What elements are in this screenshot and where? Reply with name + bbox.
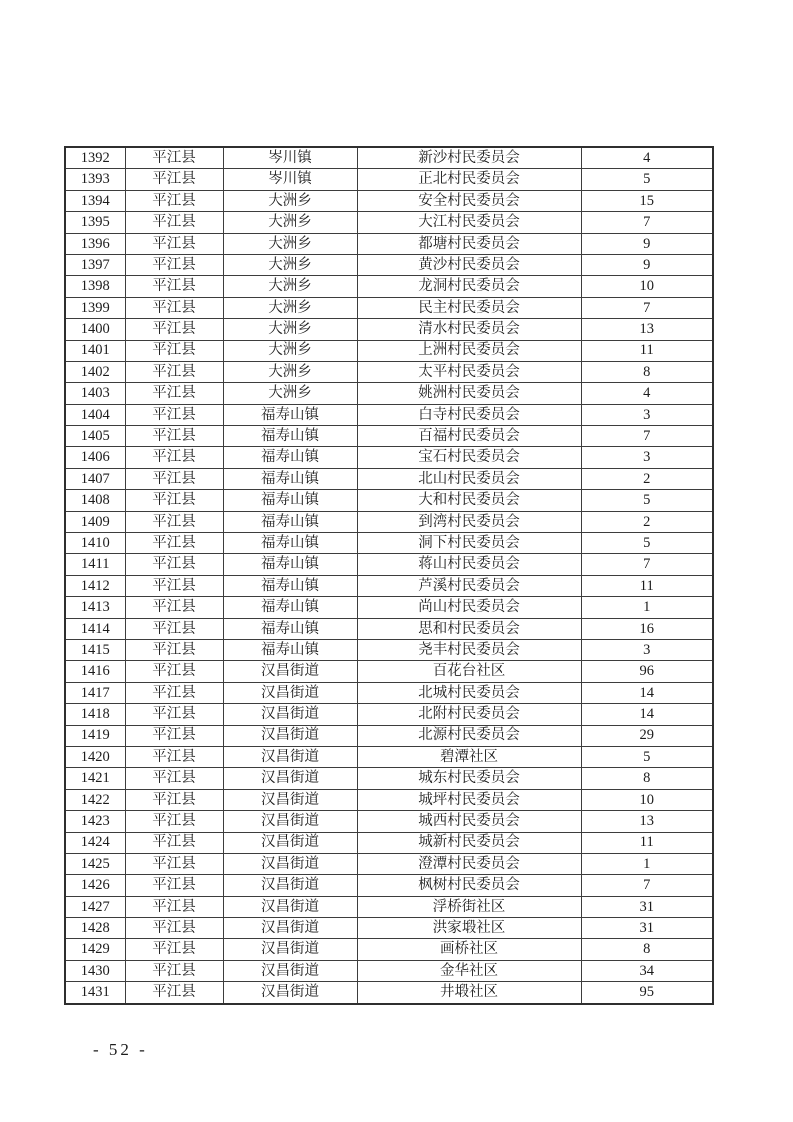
cell-town: 汉昌街道 xyxy=(223,896,357,917)
cell-town: 大洲乡 xyxy=(223,383,357,404)
cell-row-number: 1431 xyxy=(65,982,125,1004)
cell-town: 福寿山镇 xyxy=(223,554,357,575)
cell-count: 7 xyxy=(581,554,713,575)
table-row xyxy=(65,233,713,254)
cell-county: 平江县 xyxy=(125,918,223,939)
cell-county: 平江县 xyxy=(125,511,223,532)
cell-row-number: 1398 xyxy=(65,276,125,297)
cell-count: 31 xyxy=(581,896,713,917)
cell-county: 平江县 xyxy=(125,533,223,554)
cell-organization: 上洲村民委员会 xyxy=(357,340,581,361)
cell-row-number: 1393 xyxy=(65,169,125,190)
cell-count: 5 xyxy=(581,533,713,554)
cell-count: 31 xyxy=(581,918,713,939)
cell-organization: 尧丰村民委员会 xyxy=(357,639,581,660)
table-row xyxy=(65,426,713,447)
cell-county: 平江县 xyxy=(125,361,223,382)
cell-row-number: 1430 xyxy=(65,960,125,981)
cell-town: 大洲乡 xyxy=(223,190,357,211)
cell-town: 大洲乡 xyxy=(223,233,357,254)
cell-organization: 城西村民委员会 xyxy=(357,811,581,832)
cell-row-number: 1402 xyxy=(65,361,125,382)
cell-town: 大洲乡 xyxy=(223,276,357,297)
cell-row-number: 1407 xyxy=(65,468,125,489)
table-row xyxy=(65,447,713,468)
cell-county: 平江县 xyxy=(125,896,223,917)
table-row xyxy=(65,147,713,169)
cell-county: 平江县 xyxy=(125,254,223,275)
cell-organization: 金华社区 xyxy=(357,960,581,981)
cell-town: 汉昌街道 xyxy=(223,811,357,832)
cell-county: 平江县 xyxy=(125,468,223,489)
table-row xyxy=(65,618,713,639)
cell-organization: 蒋山村民委员会 xyxy=(357,554,581,575)
cell-row-number: 1406 xyxy=(65,447,125,468)
cell-count: 16 xyxy=(581,618,713,639)
cell-row-number: 1392 xyxy=(65,147,125,169)
table-row xyxy=(65,768,713,789)
cell-count: 5 xyxy=(581,490,713,511)
cell-organization: 到湾村民委员会 xyxy=(357,511,581,532)
cell-row-number: 1411 xyxy=(65,554,125,575)
cell-row-number: 1427 xyxy=(65,896,125,917)
cell-count: 5 xyxy=(581,169,713,190)
cell-row-number: 1415 xyxy=(65,639,125,660)
cell-organization: 正北村民委员会 xyxy=(357,169,581,190)
cell-count: 13 xyxy=(581,319,713,340)
cell-count: 15 xyxy=(581,190,713,211)
cell-town: 汉昌街道 xyxy=(223,832,357,853)
cell-organization: 城坪村民委员会 xyxy=(357,789,581,810)
cell-organization: 北源村民委员会 xyxy=(357,725,581,746)
cell-organization: 浮桥街社区 xyxy=(357,896,581,917)
table-row xyxy=(65,361,713,382)
table-row xyxy=(65,725,713,746)
cell-row-number: 1419 xyxy=(65,725,125,746)
cell-count: 7 xyxy=(581,297,713,318)
cell-county: 平江县 xyxy=(125,768,223,789)
table-row xyxy=(65,832,713,853)
cell-count: 3 xyxy=(581,404,713,425)
cell-county: 平江县 xyxy=(125,725,223,746)
cell-count: 8 xyxy=(581,768,713,789)
cell-count: 34 xyxy=(581,960,713,981)
cell-town: 汉昌街道 xyxy=(223,960,357,981)
cell-organization: 洞下村民委员会 xyxy=(357,533,581,554)
cell-county: 平江县 xyxy=(125,811,223,832)
cell-county: 平江县 xyxy=(125,233,223,254)
cell-town: 福寿山镇 xyxy=(223,639,357,660)
cell-count: 7 xyxy=(581,212,713,233)
cell-count: 11 xyxy=(581,340,713,361)
cell-row-number: 1399 xyxy=(65,297,125,318)
table-row xyxy=(65,811,713,832)
table-row xyxy=(65,789,713,810)
cell-county: 平江县 xyxy=(125,404,223,425)
cell-town: 福寿山镇 xyxy=(223,511,357,532)
cell-county: 平江县 xyxy=(125,169,223,190)
cell-town: 汉昌街道 xyxy=(223,661,357,682)
table-row xyxy=(65,597,713,618)
table-body xyxy=(65,147,713,1004)
cell-row-number: 1410 xyxy=(65,533,125,554)
cell-county: 平江县 xyxy=(125,426,223,447)
cell-organization: 百福村民委员会 xyxy=(357,426,581,447)
table-row xyxy=(65,169,713,190)
cell-town: 福寿山镇 xyxy=(223,618,357,639)
cell-organization: 洪家塅社区 xyxy=(357,918,581,939)
table-row xyxy=(65,939,713,960)
cell-count: 13 xyxy=(581,811,713,832)
cell-county: 平江县 xyxy=(125,618,223,639)
table-row xyxy=(65,982,713,1004)
cell-count: 95 xyxy=(581,982,713,1004)
cell-count: 2 xyxy=(581,468,713,489)
cell-town: 汉昌街道 xyxy=(223,982,357,1004)
cell-count: 14 xyxy=(581,682,713,703)
cell-organization: 都塘村民委员会 xyxy=(357,233,581,254)
cell-row-number: 1397 xyxy=(65,254,125,275)
cell-town: 汉昌街道 xyxy=(223,746,357,767)
cell-organization: 芦溪村民委员会 xyxy=(357,575,581,596)
cell-row-number: 1414 xyxy=(65,618,125,639)
cell-organization: 北附村民委员会 xyxy=(357,704,581,725)
cell-row-number: 1422 xyxy=(65,789,125,810)
cell-organization: 北城村民委员会 xyxy=(357,682,581,703)
cell-town: 岑川镇 xyxy=(223,147,357,169)
cell-town: 大洲乡 xyxy=(223,254,357,275)
cell-count: 9 xyxy=(581,254,713,275)
cell-row-number: 1417 xyxy=(65,682,125,703)
cell-row-number: 1425 xyxy=(65,853,125,874)
cell-county: 平江县 xyxy=(125,490,223,511)
cell-row-number: 1400 xyxy=(65,319,125,340)
cell-row-number: 1416 xyxy=(65,661,125,682)
cell-organization: 龙洞村民委员会 xyxy=(357,276,581,297)
cell-count: 3 xyxy=(581,447,713,468)
table-row xyxy=(65,533,713,554)
cell-county: 平江县 xyxy=(125,340,223,361)
table-row xyxy=(65,319,713,340)
cell-town: 汉昌街道 xyxy=(223,725,357,746)
cell-count: 8 xyxy=(581,939,713,960)
cell-row-number: 1420 xyxy=(65,746,125,767)
cell-county: 平江县 xyxy=(125,383,223,404)
cell-county: 平江县 xyxy=(125,575,223,596)
cell-row-number: 1395 xyxy=(65,212,125,233)
cell-county: 平江县 xyxy=(125,661,223,682)
cell-county: 平江县 xyxy=(125,190,223,211)
cell-town: 福寿山镇 xyxy=(223,575,357,596)
cell-town: 汉昌街道 xyxy=(223,918,357,939)
cell-count: 1 xyxy=(581,597,713,618)
table-row xyxy=(65,875,713,896)
cell-organization: 画桥社区 xyxy=(357,939,581,960)
cell-town: 汉昌街道 xyxy=(223,768,357,789)
cell-count: 11 xyxy=(581,832,713,853)
cell-organization: 城新村民委员会 xyxy=(357,832,581,853)
cell-organization: 新沙村民委员会 xyxy=(357,147,581,169)
cell-row-number: 1421 xyxy=(65,768,125,789)
cell-organization: 城东村民委员会 xyxy=(357,768,581,789)
table-row xyxy=(65,297,713,318)
cell-town: 福寿山镇 xyxy=(223,533,357,554)
table-row xyxy=(65,960,713,981)
cell-count: 7 xyxy=(581,426,713,447)
cell-count: 2 xyxy=(581,511,713,532)
cell-count: 29 xyxy=(581,725,713,746)
cell-row-number: 1426 xyxy=(65,875,125,896)
table-row xyxy=(65,468,713,489)
cell-organization: 枫树村民委员会 xyxy=(357,875,581,896)
cell-town: 汉昌街道 xyxy=(223,789,357,810)
cell-town: 大洲乡 xyxy=(223,319,357,340)
cell-count: 7 xyxy=(581,875,713,896)
table-row xyxy=(65,383,713,404)
table-row xyxy=(65,212,713,233)
cell-organization: 大江村民委员会 xyxy=(357,212,581,233)
table-row xyxy=(65,704,713,725)
table-row xyxy=(65,404,713,425)
cell-count: 4 xyxy=(581,383,713,404)
cell-count: 5 xyxy=(581,746,713,767)
table-row xyxy=(65,276,713,297)
page-number: - 52 - xyxy=(93,1040,148,1059)
cell-row-number: 1404 xyxy=(65,404,125,425)
cell-organization: 尚山村民委员会 xyxy=(357,597,581,618)
cell-count: 4 xyxy=(581,147,713,169)
cell-organization: 思和村民委员会 xyxy=(357,618,581,639)
cell-row-number: 1408 xyxy=(65,490,125,511)
cell-county: 平江县 xyxy=(125,597,223,618)
cell-town: 大洲乡 xyxy=(223,297,357,318)
cell-row-number: 1428 xyxy=(65,918,125,939)
cell-town: 汉昌街道 xyxy=(223,939,357,960)
table-row xyxy=(65,575,713,596)
cell-county: 平江县 xyxy=(125,554,223,575)
cell-town: 福寿山镇 xyxy=(223,597,357,618)
cell-organization: 井塅社区 xyxy=(357,982,581,1004)
table-row xyxy=(65,340,713,361)
cell-town: 汉昌街道 xyxy=(223,853,357,874)
cell-county: 平江县 xyxy=(125,147,223,169)
cell-organization: 安全村民委员会 xyxy=(357,190,581,211)
cell-organization: 碧潭社区 xyxy=(357,746,581,767)
cell-count: 9 xyxy=(581,233,713,254)
cell-count: 11 xyxy=(581,575,713,596)
table-row xyxy=(65,511,713,532)
cell-county: 平江县 xyxy=(125,939,223,960)
cell-count: 10 xyxy=(581,789,713,810)
cell-organization: 民主村民委员会 xyxy=(357,297,581,318)
cell-county: 平江县 xyxy=(125,297,223,318)
cell-row-number: 1424 xyxy=(65,832,125,853)
cell-row-number: 1401 xyxy=(65,340,125,361)
cell-county: 平江县 xyxy=(125,276,223,297)
cell-town: 福寿山镇 xyxy=(223,426,357,447)
cell-row-number: 1418 xyxy=(65,704,125,725)
cell-count: 96 xyxy=(581,661,713,682)
table-row xyxy=(65,490,713,511)
cell-county: 平江县 xyxy=(125,832,223,853)
cell-organization: 黄沙村民委员会 xyxy=(357,254,581,275)
cell-organization: 姚洲村民委员会 xyxy=(357,383,581,404)
cell-county: 平江县 xyxy=(125,682,223,703)
table-row xyxy=(65,682,713,703)
cell-row-number: 1429 xyxy=(65,939,125,960)
cell-organization: 澄潭村民委员会 xyxy=(357,853,581,874)
table-row xyxy=(65,746,713,767)
cell-row-number: 1412 xyxy=(65,575,125,596)
cell-organization: 太平村民委员会 xyxy=(357,361,581,382)
cell-count: 14 xyxy=(581,704,713,725)
table-row xyxy=(65,639,713,660)
cell-town: 福寿山镇 xyxy=(223,447,357,468)
cell-row-number: 1409 xyxy=(65,511,125,532)
cell-count: 8 xyxy=(581,361,713,382)
cell-organization: 大和村民委员会 xyxy=(357,490,581,511)
village-committee-table xyxy=(64,146,714,1005)
cell-county: 平江县 xyxy=(125,853,223,874)
cell-county: 平江县 xyxy=(125,789,223,810)
cell-town: 大洲乡 xyxy=(223,212,357,233)
table-row xyxy=(65,918,713,939)
cell-town: 福寿山镇 xyxy=(223,468,357,489)
table-row xyxy=(65,254,713,275)
cell-town: 汉昌街道 xyxy=(223,875,357,896)
table-row xyxy=(65,554,713,575)
table-row xyxy=(65,190,713,211)
cell-town: 汉昌街道 xyxy=(223,682,357,703)
cell-row-number: 1413 xyxy=(65,597,125,618)
cell-county: 平江县 xyxy=(125,212,223,233)
cell-town: 汉昌街道 xyxy=(223,704,357,725)
cell-town: 岑川镇 xyxy=(223,169,357,190)
cell-town: 大洲乡 xyxy=(223,361,357,382)
cell-county: 平江县 xyxy=(125,746,223,767)
cell-county: 平江县 xyxy=(125,639,223,660)
cell-row-number: 1423 xyxy=(65,811,125,832)
cell-count: 3 xyxy=(581,639,713,660)
cell-organization: 北山村民委员会 xyxy=(357,468,581,489)
cell-organization: 清水村民委员会 xyxy=(357,319,581,340)
cell-row-number: 1403 xyxy=(65,383,125,404)
cell-organization: 百花台社区 xyxy=(357,661,581,682)
cell-county: 平江县 xyxy=(125,875,223,896)
cell-county: 平江县 xyxy=(125,319,223,340)
cell-row-number: 1396 xyxy=(65,233,125,254)
cell-town: 福寿山镇 xyxy=(223,404,357,425)
cell-town: 大洲乡 xyxy=(223,340,357,361)
cell-town: 福寿山镇 xyxy=(223,490,357,511)
cell-count: 1 xyxy=(581,853,713,874)
cell-count: 10 xyxy=(581,276,713,297)
table-row xyxy=(65,853,713,874)
cell-county: 平江县 xyxy=(125,704,223,725)
cell-county: 平江县 xyxy=(125,982,223,1004)
cell-row-number: 1394 xyxy=(65,190,125,211)
cell-county: 平江县 xyxy=(125,447,223,468)
table-row xyxy=(65,661,713,682)
cell-row-number: 1405 xyxy=(65,426,125,447)
cell-organization: 宝石村民委员会 xyxy=(357,447,581,468)
table-row xyxy=(65,896,713,917)
cell-organization: 白寺村民委员会 xyxy=(357,404,581,425)
cell-county: 平江县 xyxy=(125,960,223,981)
